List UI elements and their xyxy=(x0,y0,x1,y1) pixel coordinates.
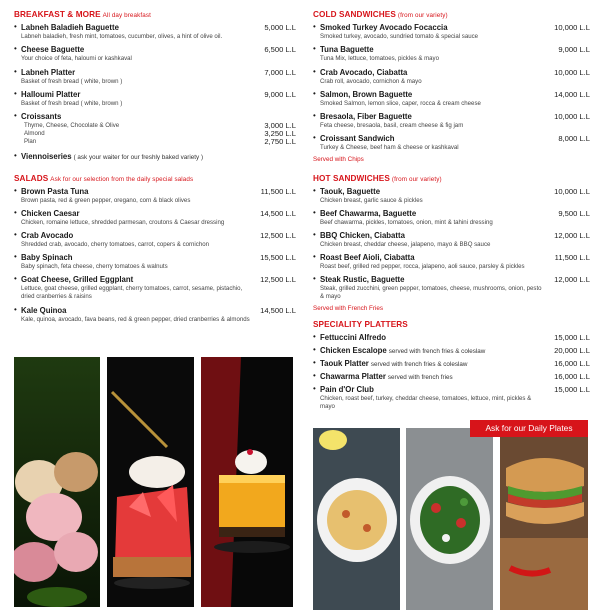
menu-item: • Crab Avocado, Ciabatta Crab roll, avocado, cornichon & mayo 10,000 L.L xyxy=(313,68,590,86)
menu-item: • Bresaola, Fiber Baguette Feta cheese, bresaola, basil, cream cheese & fig jam 10,000 L.L xyxy=(313,112,590,130)
daily-plates-badge: Ask for our Daily Plates xyxy=(470,420,588,437)
menu-item: • Chicken Caesar Chicken, romaine lettuce, shredded parmesan, croutons & Caesar dressing 14,500 L.L xyxy=(14,209,296,227)
menu-item: • Roast Beef Aioli, Ciabatta Roast beef, grilled red pepper, rocca, jalapeno, aoli sauce, parsley & pickles 11,500 L.L xyxy=(313,253,590,271)
platters-section-title: SPECIALITY PLATTERS xyxy=(313,320,408,329)
menu-item: • Steak Rustic, Baguette Steak, grilled zucchini, green pepper, tomatoes, cheese, mushrooms, onion, pesto & mayo 12,000 L.L xyxy=(313,275,590,301)
dessert-photo-mango-cake xyxy=(201,357,293,607)
menu-item: • Pain d'Or Club Chicken, roast beef, turkey, cheddar cheese, tomatoes, lettuce, mint, pickles & mayo 15,000 L.L xyxy=(313,385,590,411)
menu-item: • Fettuccini Alfredo 15,000 L.L xyxy=(313,333,590,343)
menu-item: • Chawarma Platter served with french fries 16,000 L.L xyxy=(313,372,590,383)
platter-photo-sandwich xyxy=(500,428,588,610)
menu-item: • BBQ Chicken, Ciabatta Chicken breast, cheddar cheese, jalapeno, mayo & BBQ sauce 12,000 L.L xyxy=(313,231,590,249)
cold-sandwiches-title: COLD SANDWICHES (from our variety) xyxy=(313,10,448,19)
menu-item: • Cheese Baguette Your choice of feta, haloumi or kashkaval 6,500 L.L xyxy=(14,45,296,63)
platter-photo-salad xyxy=(406,428,493,610)
menu-item: • Salmon, Brown Baguette Smoked Salmon, lemon slice, caper, rocca & cream cheese 14,000 L.L xyxy=(313,90,590,108)
hot-sandwiches-title: HOT SANDWICHES (from our variety) xyxy=(313,174,442,183)
menu-item: • Smoked Turkey Avocado Focaccia Smoked turkey, avocado, sundried tomato & special sauce 10,000 L.L xyxy=(313,23,590,41)
hot-footnote: Served with French Fries xyxy=(313,305,383,312)
menu-item: • Goat Cheese, Grilled Eggplant Lettuce, goat cheese, grilled eggplant, cherry tomatoes, carrot, sesame, pistachio, dried cranberries & raisins 12,500 L.L xyxy=(14,275,296,301)
croissants-item: • Croissants Thyme, Cheese, Chocolate & Olive Almond Plan 3,000 L.L 3,250 L.L 2,750 L.L xyxy=(14,112,296,145)
cold-footnote: Served with Chips xyxy=(313,156,364,163)
menu-item: • Kale Quinoa Kale, quinoa, avocado, fava beans, red & green pepper, dried cranberries & almonds 14,500 L.L xyxy=(14,306,296,324)
menu-item: • Brown Pasta Tuna Brown pasta, red & green pepper, oregano, corn & black olives 11,500 L.L xyxy=(14,187,296,205)
menu-item: • Croissant Sandwich Turkey & Cheese, beef ham & cheese or kashkaval 8,000 L.L xyxy=(313,134,590,152)
menu-item: • Labneh Baladieh Baguette Labneh baladieh, fresh mint, tomatoes, cucumber, olives, a hint of olive oil. 5,000 L.L xyxy=(14,23,296,41)
breakfast-section-title: BREAKFAST & MORE All day breakfast xyxy=(14,10,151,19)
dessert-photo-strawberry-tart xyxy=(107,357,194,607)
menu-item: • Tuna Baguette Tuna Mix, lettuce, tomatoes, pickles & mayo 9,000 L.L xyxy=(313,45,590,63)
menu-item: • Labneh Platter Basket of fresh bread ( white, brown ) 7,000 L.L xyxy=(14,68,296,86)
salads-section-title: SALADS Ask for our selection from the daily special salads xyxy=(14,174,194,183)
menu-item: • Taouk Platter served with french fries & coleslaw 16,000 L.L xyxy=(313,359,590,370)
viennoiseries-item: • Viennoiseries ( ask your waiter for our freshly baked variety ) xyxy=(14,152,296,163)
menu-item: • Chicken Escalope served with french fries & coleslaw 20,000 L.L xyxy=(313,346,590,357)
menu-item: • Beef Chawarma, Baguette Beef chawarma, pickles, tomatoes, onion, mint & tahini dressing 9,500 L.L xyxy=(313,209,590,227)
dessert-photo-ice-cream xyxy=(14,357,100,607)
menu-item: • Baby Spinach Baby spinach, feta cheese, cherry tomatoes & walnuts 15,500 L.L xyxy=(14,253,296,271)
menu-item: • Crab Avocado Shredded crab, avocado, cherry tomatoes, carrot, copers & cornichon 12,500 L.L xyxy=(14,231,296,249)
menu-item: • Halloumi Platter Basket of fresh bread ( white, brown ) 9,000 L.L xyxy=(14,90,296,108)
menu-item: • Taouk, Baguette Chicken breast, garlic sauce & pickles 10,000 L.L xyxy=(313,187,590,205)
platter-photo-pasta xyxy=(313,428,400,610)
